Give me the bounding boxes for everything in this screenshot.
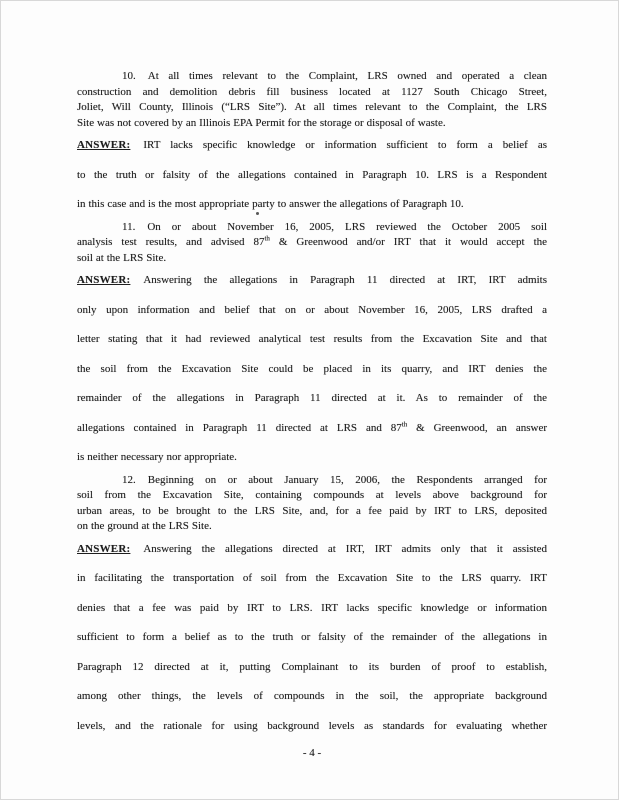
paragraph-12-line-3: urban areas, to be brought to the LRS Site, and, for a fee paid by IRT to LRS, deposited xyxy=(77,504,547,517)
paragraph-10-line-1: 10. At all times relevant to the Complaint, LRS owned and operated a clean xyxy=(122,70,547,82)
paragraph-10-line-4: Site was not covered by an Illinois EPA Permit for the storage or disposal of waste. xyxy=(77,116,446,129)
page-number: - 4 - xyxy=(302,747,322,759)
answer-12-line-5: Paragraph 12 directed at it, putting Complainant to its burden of proof to establish, xyxy=(77,660,547,673)
ordinal-superscript: th xyxy=(401,419,408,428)
answer-12-line-6: among other things, the levels of compounds in the soil, the appropriate background xyxy=(77,690,547,702)
answer-11-line-7: is neither necessary nor appropriate. xyxy=(77,451,237,463)
paragraph-12-line-1: 12. Beginning on or about January 15, 2006, the Respondents arranged for xyxy=(122,473,547,486)
paragraph-11-line-2: analysis test results, and advised 87th & Greenwood and/or IRT that it would accept the xyxy=(77,234,548,248)
paragraph-12-line-4: on the ground at the LRS Site. xyxy=(77,520,212,532)
paragraph-10 xyxy=(77,69,547,131)
answer-10-line-2: to the truth or falsity of the allegations contained in Paragraph 10. LRS is a Respondent xyxy=(77,168,547,181)
paragraph-number: 12. xyxy=(122,473,136,486)
answer-11-line-1: ANSWER: Answering the allegations in Paragraph 11 directed at IRT, IRT admits xyxy=(77,274,547,286)
answer-11-line-2: only upon information and belief that on or about November 16, 2005, LRS drafted a xyxy=(77,303,547,316)
answer-10-line-3: in this case and is the most appropriate party to answer the allegations of Paragraph 10. xyxy=(77,198,464,210)
answer-12-line-4: sufficient to form a belief as to the truth or falsity of the remainder of the allegations in xyxy=(77,631,547,643)
paragraph-10-line-2: construction and demolition debris fill business located at 1127 South Chicago Street, xyxy=(77,85,547,98)
paragraph-number: 10. xyxy=(122,70,136,82)
answer-11 xyxy=(77,266,547,473)
answer-11-line-4: the soil from the Excavation Site could be placed in its quarry, and IRT denies the xyxy=(77,362,547,375)
answer-11-line-3: letter stating that it had reviewed analytical test results from the Excavation Site and that xyxy=(77,333,547,345)
answer-12 xyxy=(77,535,547,742)
answer-label: ANSWER: xyxy=(77,139,131,151)
answer-12-line-2: in facilitating the transportation of soil from the Excavation Site to the LRS quarry. IRT xyxy=(77,572,547,584)
answer-10-line-1: ANSWER: IRT lacks specific knowledge or information sufficient to form a belief as xyxy=(77,139,547,151)
paragraph-11-line-1: 11. On or about November 16, 2005, LRS reviewed the October 2005 soil xyxy=(122,220,547,233)
scan-artifact-dot xyxy=(256,212,259,215)
paragraph-10-line-3: Joliet, Will County, Illinois (“LRS Site”). At all times relevant to the Complaint, the LRS xyxy=(77,101,547,113)
paragraph-number: 11. xyxy=(122,220,136,233)
paragraph-12 xyxy=(77,473,547,535)
answer-10 xyxy=(77,131,547,220)
answer-11-line-5: remainder of the allegations in Paragraph 11 directed at it. As to remainder of the xyxy=(77,392,547,404)
ordinal-superscript: th xyxy=(264,234,270,243)
answer-12-line-7: levels, and the rationale for using background levels as standards for evaluating whether xyxy=(77,719,547,732)
answer-label: ANSWER: xyxy=(77,274,131,286)
answer-11-line-6: allegations contained in Paragraph 11 directed at LRS and 87th & Greenwood, an answer xyxy=(77,419,547,434)
paragraph-12-line-2: soil from the Excavation Site, containing compounds at levels above background for xyxy=(77,489,547,501)
paragraph-11 xyxy=(77,220,547,267)
paragraph-11-line-3: soil at the LRS Site. xyxy=(77,251,167,264)
answer-12-line-1: ANSWER: Answering the allegations directed at IRT, IRT admits only that it assisted xyxy=(77,542,547,555)
document-body xyxy=(77,69,547,741)
answer-label: ANSWER: xyxy=(77,542,131,555)
answer-12-line-3: denies that a fee was paid by IRT to LRS. IRT lacks specific knowledge or information xyxy=(77,601,547,614)
